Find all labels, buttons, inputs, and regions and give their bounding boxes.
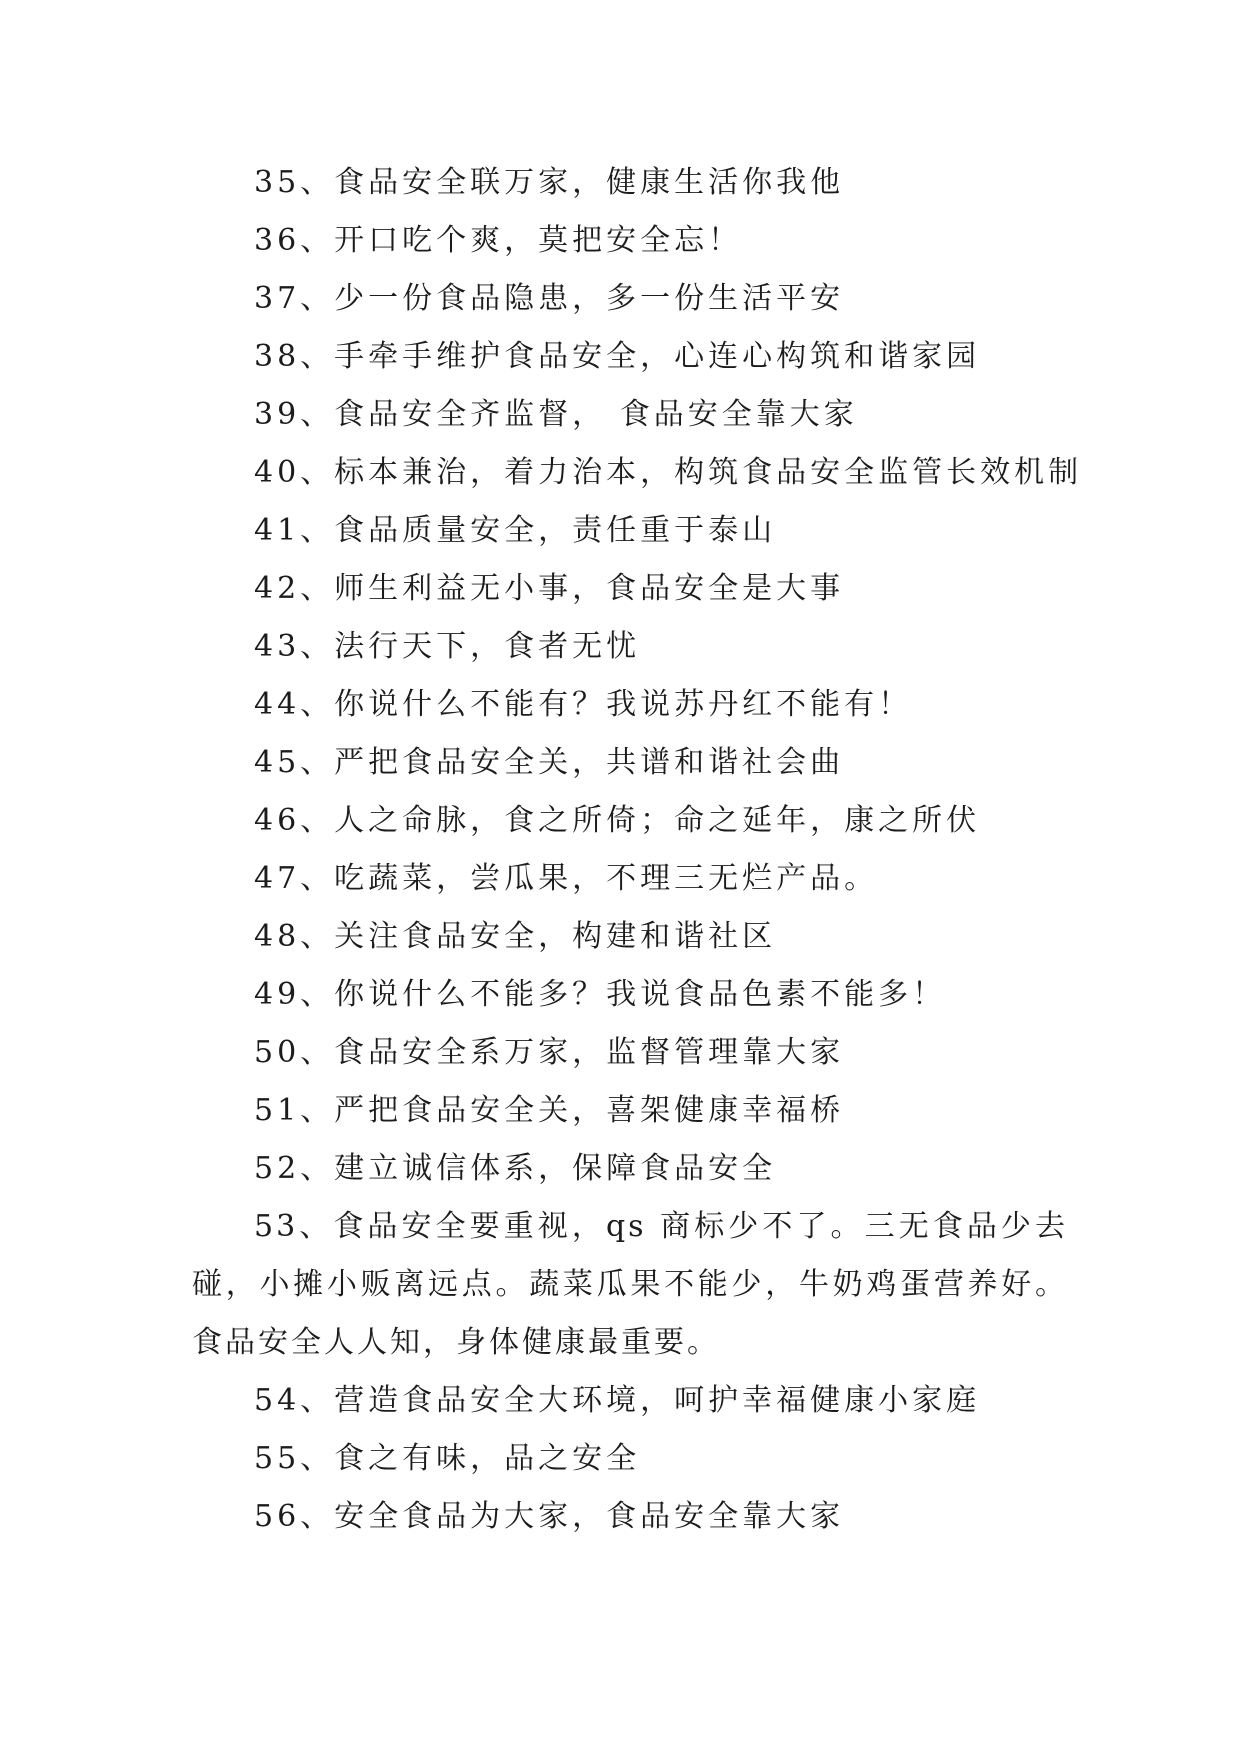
slogan-item-37: 37、少一份食品隐患，多一份生活平安	[254, 281, 845, 316]
slogan-item-52: 52、建立诚信体系，保障食品安全	[254, 1151, 777, 1186]
slogan-list	[192, 154, 1083, 1546]
slogan-item-35: 35、食品安全联万家，健康生活你我他	[254, 165, 845, 200]
slogan-item-41: 41、食品质量安全，责任重于泰山	[254, 513, 777, 548]
slogan-item-56: 56、安全食品为大家，食品安全靠大家	[254, 1499, 845, 1534]
slogan-item-50: 50、食品安全系万家，监督管理靠大家	[254, 1035, 845, 1070]
slogan-item-47: 47、吃蔬菜，尝瓜果，不理三无烂产品。	[254, 861, 879, 896]
slogan-item-42: 42、师生利益无小事，食品安全是大事	[254, 571, 845, 606]
slogan-item-39: 39、食品安全齐监督， 食品安全靠大家	[254, 397, 858, 432]
slogan-item-40: 40、标本兼治，着力治本，构筑食品安全监管长效机制	[254, 455, 1083, 490]
slogan-item-46: 46、人之命脉，食之所倚；命之延年，康之所伏	[254, 803, 981, 838]
slogan-item-55: 55、食之有味，品之安全	[254, 1441, 641, 1476]
slogan-item-51: 51、严把食品安全关，喜架健康幸福桥	[254, 1093, 845, 1128]
slogan-item-53: 53、食品安全要重视，qs 商标少不了。三无食品少去碰，小摊小贩离远点。蔬菜瓜果不能少，牛奶鸡蛋营养好。食品安全人人知，身体健康最重要。	[192, 1209, 1068, 1360]
slogan-item-36: 36、开口吃个爽，莫把安全忘！	[254, 223, 743, 258]
slogan-item-48: 48、关注食品安全，构建和谐社区	[254, 919, 777, 954]
slogan-item-44: 44、你说什么不能有？我说苏丹红不能有！	[254, 687, 913, 722]
slogan-item-43: 43、法行天下，食者无忧	[254, 629, 641, 664]
slogan-item-38: 38、手牵手维护食品安全，心连心构筑和谐家园	[254, 339, 981, 374]
slogan-item-45: 45、严把食品安全关，共谱和谐社会曲	[254, 745, 845, 780]
slogan-item-54: 54、营造食品安全大环境，呵护幸福健康小家庭	[254, 1383, 981, 1418]
slogan-item-49: 49、你说什么不能多？我说食品色素不能多！	[254, 977, 947, 1012]
